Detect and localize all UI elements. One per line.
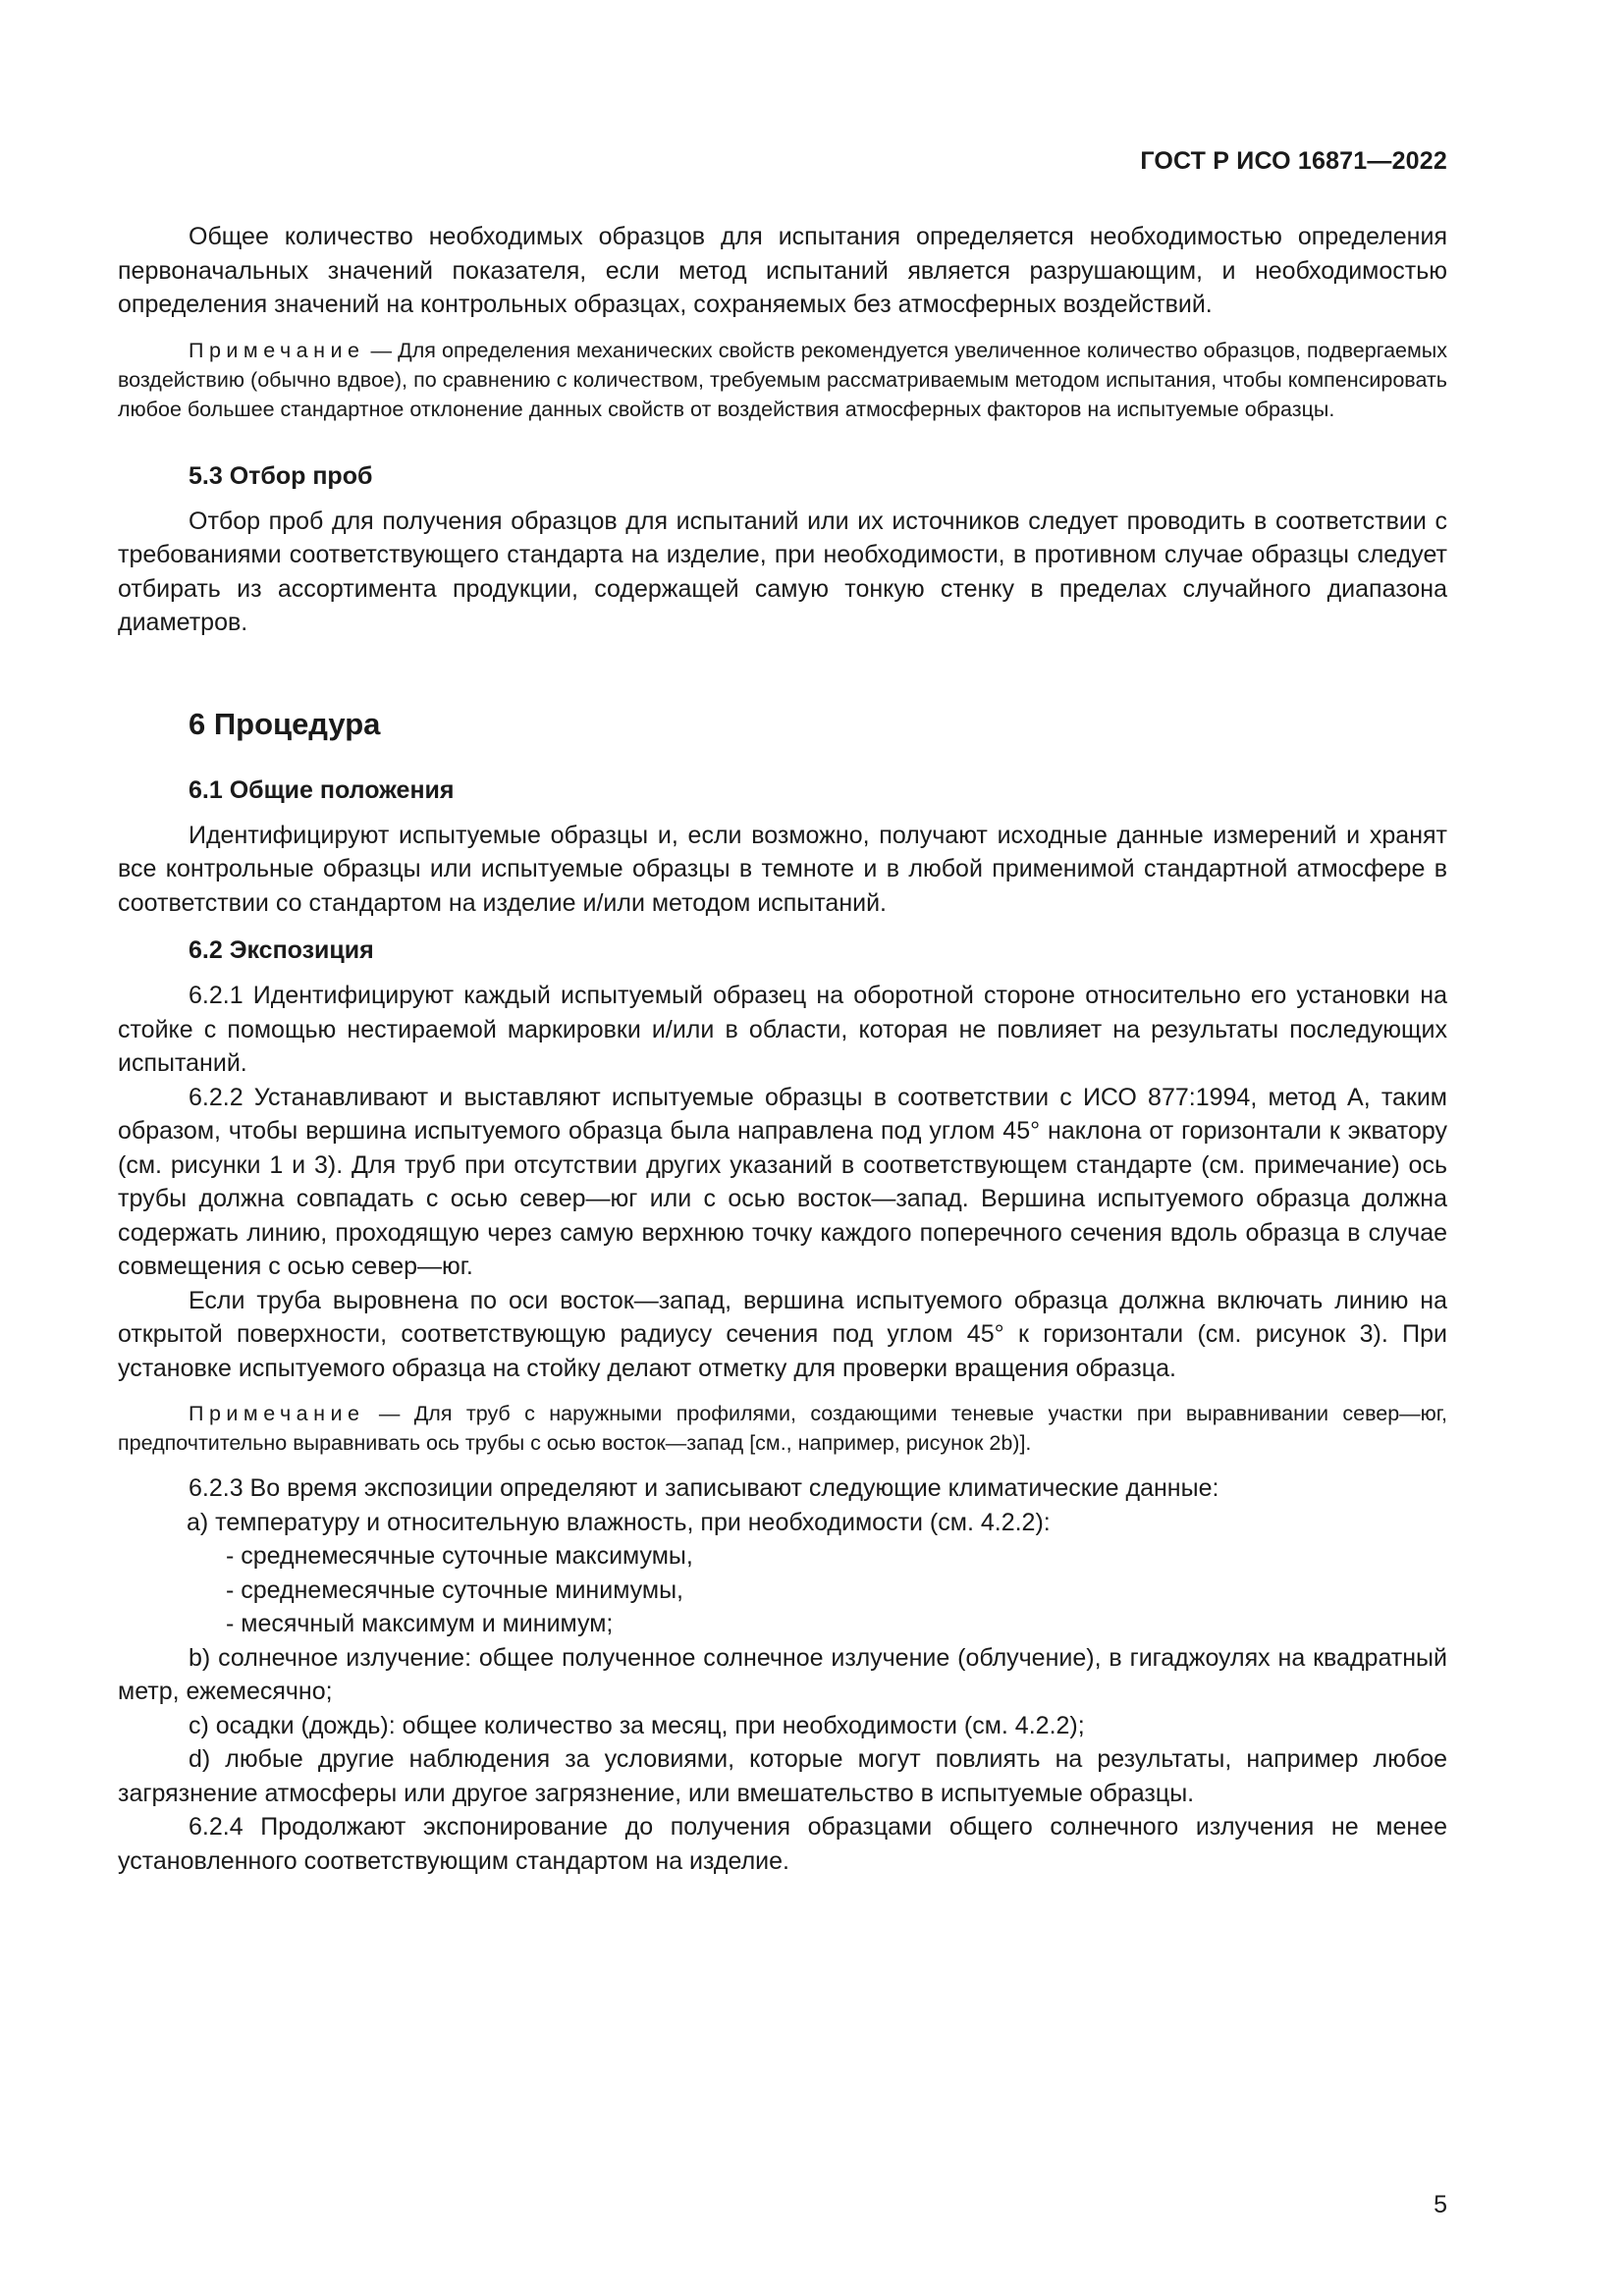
- list-item-d: d) любые другие наблюдения за условиями, которые могут повлиять на результаты, например любое загрязнение атмосферы или другое загрязнение, или вмешательство в испытуемые образцы.: [118, 1745, 1447, 1807]
- section-5-3-heading: 5.3 Отбор проб: [189, 461, 373, 490]
- note-2: [118, 1399, 1447, 1458]
- note-text: — Для труб с наружными профилями, создающими теневые участки при выравнивании север—юг, предпочтительно выравнивать ось трубы с осью восток—запад [см., например, рисунок 2b)].: [118, 1402, 1447, 1455]
- section-6-heading: 6 Процедура: [189, 706, 381, 741]
- note-text: — Для определения механических свойств рекомендуется увеличенное количество образцов, подвергаемых воздействию (обычно вдвое), по сравнению с количеством, требуемым рассматриваемым методом испытания, чтобы компенсировать любое большее стандартное отклонение данных свойств от воздействия атмосферных факторов на испытуемые образцы.: [118, 338, 1447, 421]
- clause-6-2-2: 6.2.2 Устанавливают и выставляют испытуемые образцы в соответствии с ИСО 877:1994, метод А, таким образом, чтобы вершина испытуемого образца была направлена под углом 45° наклона от горизонтали к экватору (см. рисунки 1 и 3). Для труб при отсутствии других указаний в соответствующем стандарте (см. примечание) ось трубы должна совпадать с осью север—юг или с осью восток—запад. Вершина испытуемого образца должна содержать линию, проходящую через самую верхнюю точку каждого поперечного сечения вдоль образца в случае совмещения с осью север—юг.: [118, 1083, 1447, 1280]
- page-content: [118, 220, 1447, 1878]
- clause-6-2-4: 6.2.4 Продолжают экспонирование до получения образцами общего солнечного излучения не менее установленного соответствующим стандартом на изделие.: [118, 1813, 1447, 1875]
- list-item-c: c) осадки (дождь): общее количество за месяц, при необходимости (см. 4.2.2);: [189, 1711, 1085, 1739]
- section-6-1-heading: 6.1 Общие положения: [189, 775, 455, 804]
- clause-6-2-1: 6.2.1 Идентифицируют каждый испытуемый образец на оборотной стороне относительно его установки на стойке с помощью нестираемой маркировки и/или в области, которая не повлияет на результаты последующих испытаний.: [118, 982, 1447, 1077]
- intro-paragraph: Общее количество необходимых образцов для испытания определяется необходимостью определения первоначальных значений показателя, если метод испытаний является разрушающим, и необходимостью определения значений на контрольных образцах, сохраняемых без атмосферных воздействий.: [118, 223, 1447, 318]
- note-label: Примечание: [189, 338, 365, 362]
- document-header-id: ГОСТ Р ИСО 16871—2022: [1140, 147, 1447, 175]
- note-label: Примечание: [189, 1402, 365, 1425]
- sub-list-item: - среднемесячные суточные минимумы,: [226, 1575, 683, 1604]
- list-item-a: a) температуру и относительную влажность, при необходимости (см. 4.2.2):: [187, 1508, 1051, 1536]
- page-number: 5: [1434, 2191, 1447, 2218]
- clause-6-2-2-continued: Если труба выровнена по оси восток—запад, вершина испытуемого образца должна включать линию на открытой поверхности, соответствующую радиусу сечения под углом 45° к горизонтали (см. рисунок 3). При установке испытуемого образца на стойку делают отметку для проверки вращения образца.: [118, 1286, 1447, 1382]
- note-1: [118, 336, 1447, 424]
- list-item-b: b) солнечное излучение: общее полученное солнечное излучение (облучение), в гигаджоулях на квадратный метр, ежемесячно;: [118, 1643, 1447, 1705]
- clause-6-2-3: 6.2.3 Во время экспозиции определяют и записывают следующие климатические данные:: [189, 1474, 1219, 1502]
- section-6-1-paragraph: Идентифицируют испытуемые образцы и, если возможно, получают исходные данные измерений и хранят все контрольные образцы или испытуемые образцы в темноте и в любой применимой стандартной атмосфере в соответствии со стандартом на изделие и/или методом испытаний.: [118, 821, 1447, 917]
- sub-list-item: - среднемесячные суточные максимумы,: [226, 1542, 693, 1570]
- section-6-2-heading: 6.2 Экспозиция: [189, 936, 374, 964]
- sub-list-item: - месячный максимум и минимум;: [226, 1610, 614, 1637]
- section-5-3-paragraph: Отбор проб для получения образцов для испытаний или их источников следует проводить в соответствии с требованиями соответствующего стандарта на изделие, при необходимости, в противном случае образцы следует отбирать из ассортимента продукции, содержащей самую тонкую стенку в пределах случайного диапазона диаметров.: [118, 507, 1447, 636]
